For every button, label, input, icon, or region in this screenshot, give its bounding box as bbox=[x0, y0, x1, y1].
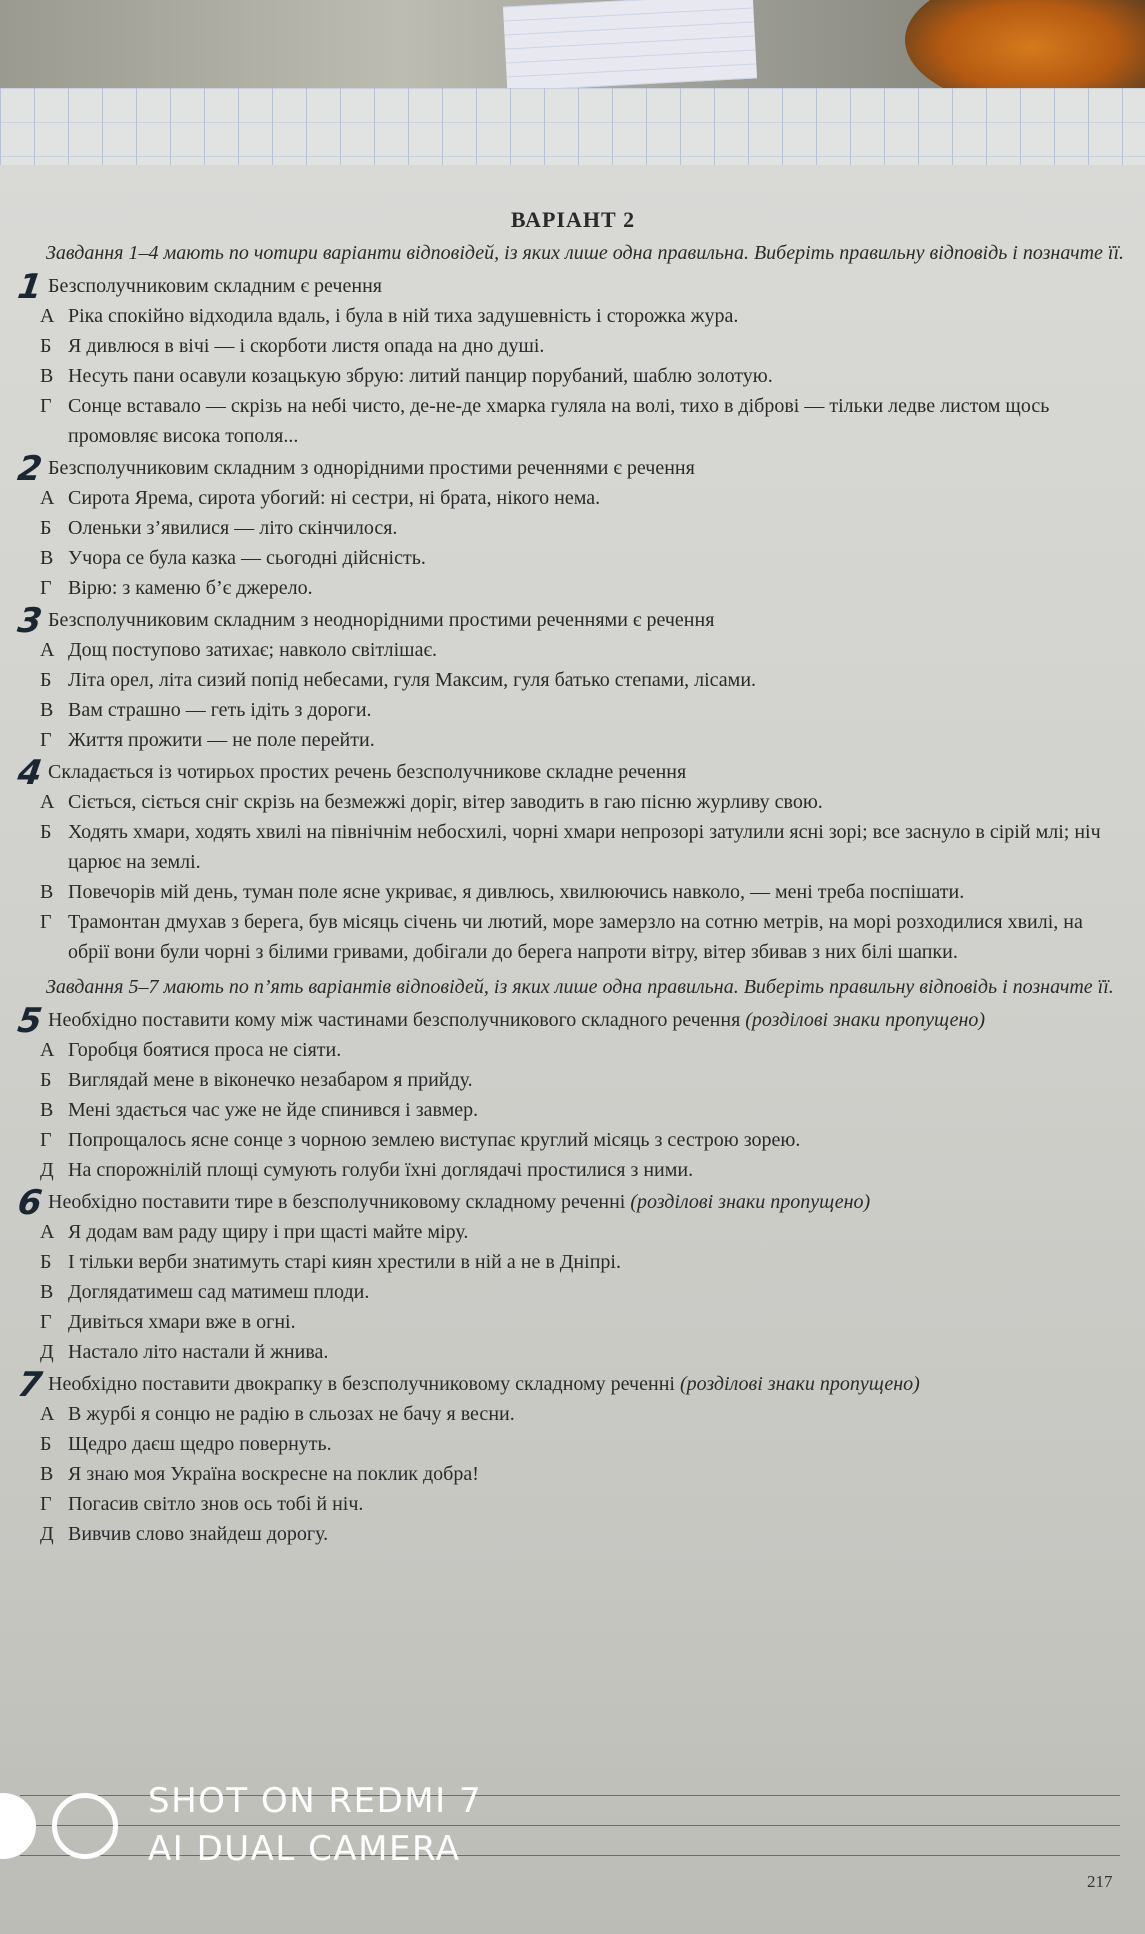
option-letter: Б bbox=[40, 1433, 52, 1455]
task-question-text bbox=[42, 1369, 920, 1399]
task-4 bbox=[15, 753, 1128, 967]
task-number: 7 bbox=[15, 1365, 45, 1405]
option-text: Вірю: з каменю б’є джерело. bbox=[68, 577, 313, 599]
answer-option[interactable] bbox=[18, 877, 1128, 907]
option-text: Я додам вам раду щиру і при щасті майте міру. bbox=[68, 1221, 469, 1243]
option-text: В журбі я сонцю не радію в сльозах не бачу я весни. bbox=[68, 1403, 515, 1425]
option-letter: Д bbox=[40, 1341, 54, 1363]
task-number: 2 bbox=[15, 449, 45, 489]
option-letter: В bbox=[40, 1099, 54, 1121]
task-2 bbox=[15, 449, 1128, 603]
option-text: Сіється, сіється сніг скрізь на безмежжі доріг, вітер заводить в гаю пісню журливу свою. bbox=[68, 791, 823, 813]
watermark-dot-icon bbox=[0, 1793, 36, 1859]
tasks-1-4 bbox=[15, 267, 1128, 967]
option-text: Дивіться хмари вже в огні. bbox=[68, 1311, 296, 1333]
option-letter: А bbox=[40, 791, 55, 813]
option-text: Повечорів мій день, туман поле ясне укриває, я дивлюсь, хвилюючись навколо, — мені треба поспішати. bbox=[68, 881, 965, 903]
answer-option[interactable] bbox=[18, 907, 1128, 967]
answer-option[interactable] bbox=[18, 573, 1128, 603]
answer-option[interactable] bbox=[18, 1399, 1128, 1429]
option-text: Трамонтан дмухав з берега, був місяць січень чи лютий, море замерзло на сотню метрів, на морі розходилися хвилі, на обрії вони були чорні з білими гривами, добігали до берега напроти вітру, вітер збивав з них білі шапки. bbox=[68, 911, 1083, 963]
option-letter: А bbox=[40, 305, 55, 327]
option-letter: В bbox=[40, 881, 54, 903]
answer-option[interactable] bbox=[18, 1125, 1128, 1155]
option-text: Літа орел, літа сизий попід небесами, гуля Максим, гуля батько степами, лісами. bbox=[68, 669, 757, 691]
option-letter: Д bbox=[40, 1523, 54, 1545]
task-question bbox=[15, 1365, 1128, 1405]
tasks-5-7 bbox=[15, 1001, 1128, 1549]
task-7 bbox=[15, 1365, 1128, 1549]
task-question-text bbox=[42, 453, 695, 483]
option-letter: Б bbox=[40, 1069, 52, 1091]
task-5 bbox=[15, 1001, 1128, 1185]
answer-option[interactable] bbox=[18, 695, 1128, 725]
option-text: Мені здається час уже не йде спинився і завмер. bbox=[68, 1099, 479, 1121]
option-letter: Б bbox=[40, 821, 52, 843]
answer-option[interactable] bbox=[18, 1459, 1128, 1489]
option-text: Життя прожити — не поле перейти. bbox=[68, 729, 375, 751]
option-letter: Г bbox=[40, 911, 52, 933]
task-question bbox=[15, 1001, 1128, 1041]
task-question-text bbox=[42, 757, 686, 787]
task-number: 6 bbox=[15, 1183, 45, 1223]
answer-option[interactable] bbox=[18, 1337, 1128, 1367]
answer-option[interactable] bbox=[18, 301, 1128, 331]
answer-option[interactable] bbox=[18, 513, 1128, 543]
option-text: Ріка спокійно відходила вдаль, і була в ній тиха задушевність і сторожка жура. bbox=[68, 305, 739, 327]
answer-option[interactable] bbox=[18, 1247, 1128, 1277]
option-text: На спорожнілій площі сумують голуби їхні доглядачі простилися з ними. bbox=[68, 1159, 694, 1181]
question-note: (розділові знаки пропущено) bbox=[745, 1009, 986, 1031]
answer-option[interactable] bbox=[18, 1277, 1128, 1307]
option-text: Сирота Ярема, сирота убогий: ні сестри, ні брата, нікого нема. bbox=[68, 487, 601, 509]
option-text: І тільки верби знатимуть старі киян хрестили в ній а не в Дніпрі. bbox=[68, 1251, 621, 1273]
instructions-1-4: Завдання 1–4 мають по чотири варіанти відповідей, із яких лише одна правильна. Виберіть правильну відповідь і позначте її. bbox=[46, 242, 1125, 264]
answer-option[interactable] bbox=[18, 1489, 1128, 1519]
option-text: Оленьки з’явилися — літо скінчилося. bbox=[68, 517, 398, 539]
question-note: (розділові знаки пропущено) bbox=[679, 1373, 920, 1395]
watermark-line-2: AI DUAL CAMERA bbox=[148, 1829, 461, 1869]
option-text: Сонце вставало — скрізь на небі чисто, де-не-де хмарка гуляла на волі, тихо в діброві — тільки ледве листом щось промовляє висока тополя... bbox=[68, 395, 1050, 447]
answer-option[interactable] bbox=[18, 391, 1128, 451]
task-1 bbox=[15, 267, 1128, 451]
answer-option[interactable] bbox=[18, 787, 1128, 817]
answer-option[interactable] bbox=[18, 725, 1128, 755]
option-text: Погасив світло знов ось тобі й ніч. bbox=[68, 1493, 364, 1515]
task-6 bbox=[15, 1183, 1128, 1367]
question-note: (розділові знаки пропущено) bbox=[630, 1191, 871, 1213]
option-text: Настало літо настали й жнива. bbox=[68, 1341, 329, 1363]
option-letter: А bbox=[40, 1039, 55, 1061]
option-letter: Б bbox=[40, 335, 52, 357]
option-letter: А bbox=[40, 487, 55, 509]
option-letter: Г bbox=[40, 395, 52, 417]
watermark-ring-icon bbox=[52, 1793, 118, 1859]
option-text: Дощ поступово затихає; навколо світлішає. bbox=[68, 639, 438, 661]
question-label: Безсполучниковим складним з однорідними простими реченнями є речення bbox=[48, 457, 695, 479]
task-question-text bbox=[42, 1005, 985, 1035]
answer-option[interactable] bbox=[18, 1519, 1128, 1549]
option-text: Вам страшно — геть ідіть з дороги. bbox=[68, 699, 372, 721]
option-text: Доглядатимеш сад матимеш плоди. bbox=[68, 1281, 370, 1303]
option-text: Я дивлюся в вічі — і скорботи листя опада на дно душі. bbox=[68, 335, 545, 357]
option-letter: Г bbox=[40, 577, 52, 599]
answer-option[interactable] bbox=[18, 635, 1128, 665]
option-letter: Б bbox=[40, 1251, 52, 1273]
option-letter: В bbox=[40, 365, 54, 387]
option-letter: В bbox=[40, 547, 54, 569]
task-question bbox=[15, 449, 1128, 489]
answer-option[interactable] bbox=[18, 1307, 1128, 1337]
option-text: Попрощалось ясне сонце з чорною землею виступає круглий місяць з сестрою зорею. bbox=[68, 1129, 801, 1151]
answer-option[interactable] bbox=[18, 331, 1128, 361]
option-text: Ходять хмари, ходять хвилі на північнім небосхилі, чорні хмари непрозорі затулили ясні зорі; все заснуло в сірій млі; ніч царює на землі. bbox=[68, 821, 1101, 873]
answer-option[interactable] bbox=[18, 817, 1128, 877]
option-text: Щедро даєш щедро повернуть. bbox=[68, 1433, 332, 1455]
answer-option[interactable] bbox=[18, 1155, 1128, 1185]
option-letter: Г bbox=[40, 1493, 52, 1515]
task-question-text bbox=[42, 1187, 870, 1217]
task-question bbox=[15, 601, 1128, 641]
task-question bbox=[15, 753, 1128, 793]
option-letter: А bbox=[40, 639, 55, 661]
watermark-line-1: SHOT ON REDMI 7 bbox=[148, 1781, 483, 1821]
option-letter: А bbox=[40, 1221, 55, 1243]
option-text: Горобця боятися проса не сіяти. bbox=[68, 1039, 342, 1061]
option-text: Виглядай мене в віконечко незабаром я прийду. bbox=[68, 1069, 473, 1091]
option-text: Несуть пани осавули козацькую збрую: литий панцир порубаний, шаблю золотую. bbox=[68, 365, 773, 387]
question-label: Складається із чотирьох простих речень безсполучникове складне речення bbox=[48, 761, 687, 783]
option-letter: Б bbox=[40, 669, 52, 691]
page-number: 217 bbox=[1087, 1872, 1113, 1891]
option-letter: В bbox=[40, 699, 54, 721]
option-letter: А bbox=[40, 1403, 55, 1425]
answer-option[interactable] bbox=[18, 361, 1128, 391]
answer-option[interactable] bbox=[18, 483, 1128, 513]
task-question bbox=[15, 1183, 1128, 1223]
option-letter: Г bbox=[40, 729, 52, 751]
question-label: Безсполучниковим складним є речення bbox=[48, 275, 382, 297]
option-letter: В bbox=[40, 1281, 54, 1303]
question-label: Необхідно поставити кому між частинами безсполучникового складного речення bbox=[48, 1009, 741, 1031]
task-number: 3 bbox=[15, 601, 45, 641]
option-letter: Д bbox=[40, 1159, 54, 1181]
answer-option[interactable] bbox=[18, 1035, 1128, 1065]
option-text: Вивчив слово знайдеш дорогу. bbox=[68, 1523, 329, 1545]
answer-option[interactable] bbox=[18, 1217, 1128, 1247]
answer-option[interactable] bbox=[18, 1095, 1128, 1125]
option-letter: Г bbox=[40, 1129, 52, 1151]
option-letter: Г bbox=[40, 1311, 52, 1333]
camera-watermark bbox=[0, 1775, 520, 1895]
task-number: 4 bbox=[15, 753, 45, 793]
answer-option[interactable] bbox=[18, 665, 1128, 695]
handwritten-note-paper bbox=[503, 0, 757, 91]
page-content bbox=[15, 205, 1128, 1549]
option-letter: Б bbox=[40, 517, 52, 539]
question-label: Необхідно поставити двокрапку в безсполучниковому складному реченні bbox=[48, 1373, 675, 1395]
question-label: Необхідно поставити тире в безсполучниковому складному реченні bbox=[48, 1191, 626, 1213]
task-number: 1 bbox=[15, 267, 45, 307]
variant-title: ВАРІАНТ 2 bbox=[510, 207, 636, 232]
answer-option[interactable] bbox=[18, 543, 1128, 573]
option-text: Я знаю моя Україна воскресне на поклик добра! bbox=[68, 1463, 479, 1485]
task-3 bbox=[15, 601, 1128, 755]
option-letter: В bbox=[40, 1463, 54, 1485]
question-label: Безсполучниковим складним з неоднорідними простими реченнями є речення bbox=[48, 609, 715, 631]
task-question-text bbox=[42, 271, 382, 301]
instructions-5-7: Завдання 5–7 мають по п’ять варіантів відповідей, із яких лише одна правильна. Виберіть правильну відповідь і позначте її. bbox=[46, 976, 1114, 998]
answer-option[interactable] bbox=[18, 1429, 1128, 1459]
answer-option[interactable] bbox=[18, 1065, 1128, 1095]
task-question-text bbox=[42, 605, 714, 635]
option-text: Учора се була казка — сьогодні дійсність. bbox=[68, 547, 426, 569]
task-number: 5 bbox=[15, 1001, 45, 1041]
task-question bbox=[15, 267, 1128, 307]
